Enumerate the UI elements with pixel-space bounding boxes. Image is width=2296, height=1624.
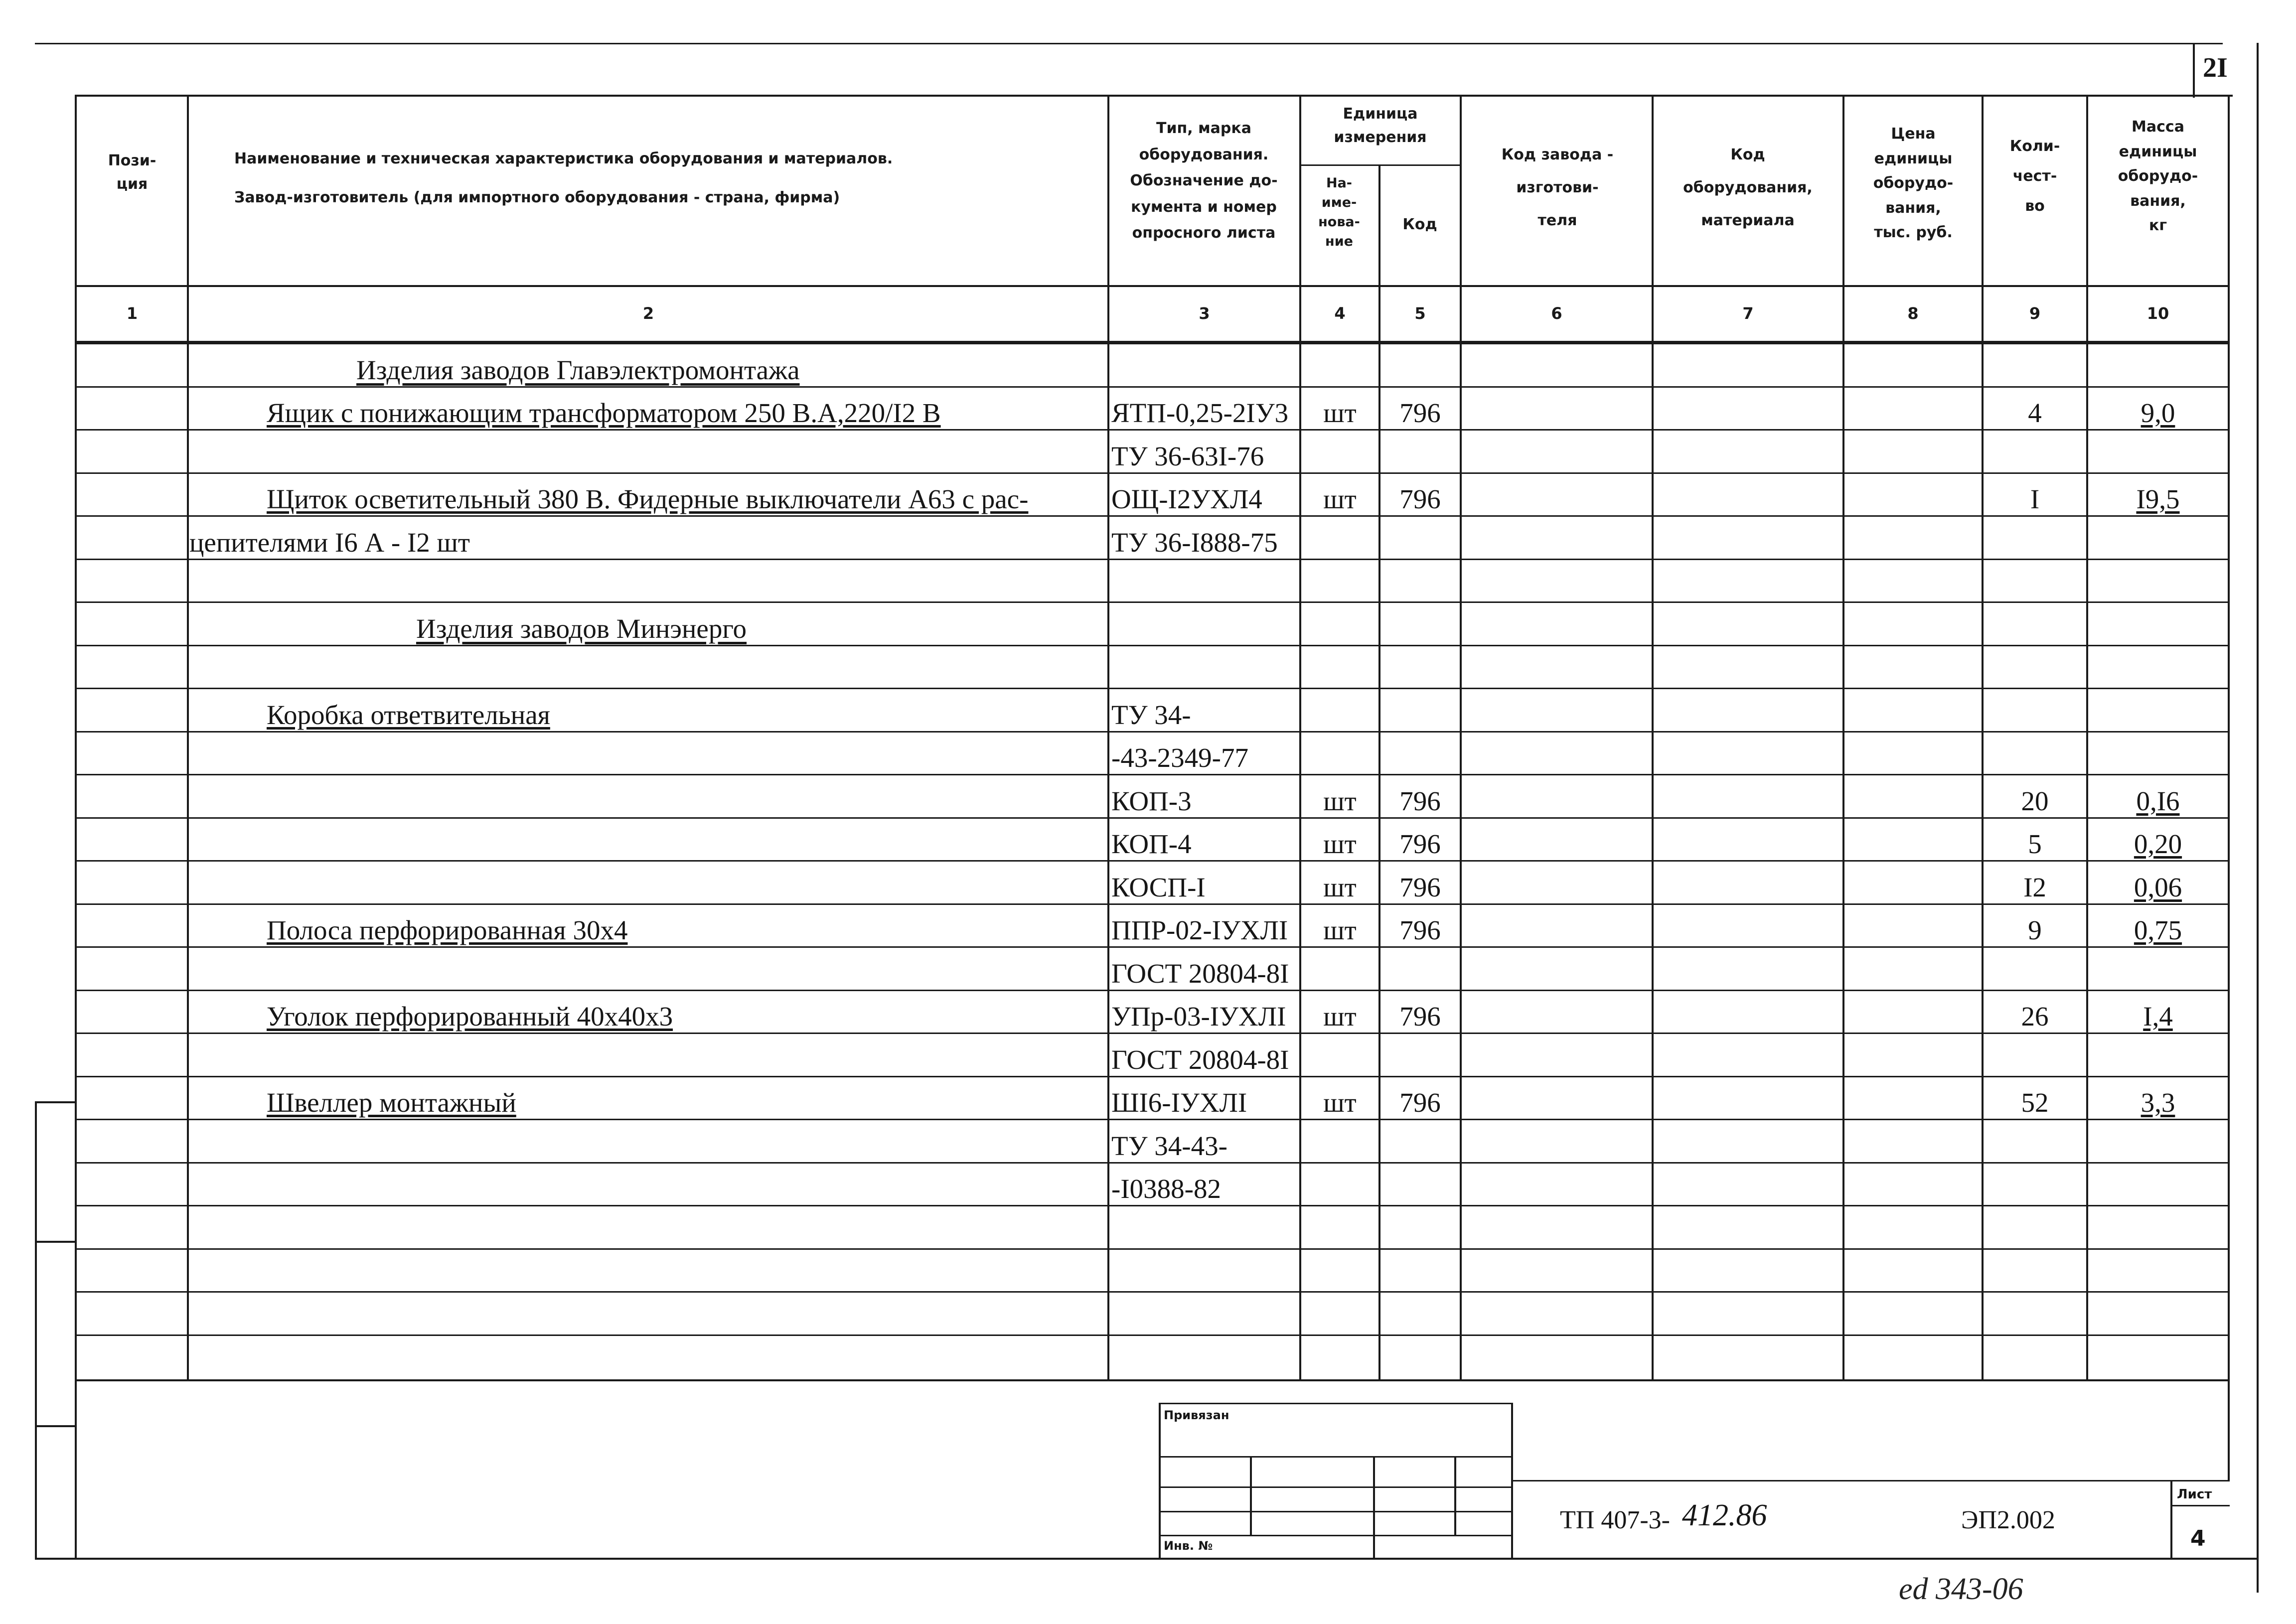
bottom-handwritten-note: ed 343-06 (1899, 1572, 2023, 1606)
header-mass: Масса единицы оборудо- вания, кг (2118, 118, 2198, 234)
item-type: -I0388-82 (1111, 1174, 1221, 1204)
header-type: Тип, марка оборудования. Обозначение до- кумента и номер опросного листа (1130, 120, 1278, 242)
item-name: Щиток осветительный 380 В. Фидерные выключатели А63 с рас- (267, 484, 1029, 514)
item-unit-code: 796 (1399, 1087, 1441, 1118)
item-type: КОП-3 (1111, 786, 1192, 816)
project-code: ТП 407-3- (1560, 1506, 1670, 1534)
item-mass: 0,06 (2134, 872, 2182, 902)
page-number: 2I (2203, 52, 2228, 83)
item-mass: I9,5 (2136, 484, 2180, 514)
header-price: Цена единицы оборудо- вания, тыс. руб. (1873, 125, 1954, 241)
header-unit-group: Единица измерения (1334, 105, 1427, 146)
item-type: ШI6-IУХЛI (1111, 1087, 1247, 1118)
item-mass: I,4 (2143, 1001, 2173, 1032)
item-name: Ящик с понижающим трансформатором 250 В.А,220/I2 В (267, 398, 941, 428)
item-unit: шт (1323, 1001, 1357, 1032)
column-number-1: 1 (126, 304, 138, 323)
stamp-inventory-label: Инв. № (1164, 1539, 1213, 1553)
item-unit: шт (1323, 1087, 1357, 1118)
item-unit: шт (1323, 786, 1357, 816)
item-type: УПр-03-IУХЛI (1111, 1001, 1286, 1032)
section-title: Изделия заводов Минэнерго (416, 613, 747, 644)
item-name: Полоса перфорированная 30х4 (267, 915, 628, 945)
item-quantity: I2 (2023, 872, 2046, 902)
header-unit-code: Код (1402, 216, 1437, 233)
header-quantity: Коли- чест- во (2009, 138, 2060, 215)
item-type: ТУ 34-43- (1111, 1131, 1227, 1161)
stamp-linked-label: Привязан (1164, 1408, 1229, 1422)
column-number-9: 9 (2029, 304, 2041, 323)
item-type: ППР-02-IУХЛI (1111, 915, 1288, 945)
item-unit: шт (1323, 484, 1357, 514)
column-number-8: 8 (1907, 304, 1919, 323)
item-quantity: I (2030, 484, 2040, 514)
sheet-number: 4 (2190, 1526, 2206, 1551)
item-unit: шт (1323, 872, 1357, 902)
item-name: Уголок перфорированный 40х40х3 (267, 1001, 673, 1032)
header-name: Наименование и техническая характеристика оборудования и материалов. Завод-изготовитель (для импортного оборудования - страна, фирма) (234, 150, 893, 206)
item-unit: шт (1323, 398, 1357, 428)
item-name: Швеллер монтажный (267, 1087, 516, 1118)
item-type: КОП-4 (1111, 829, 1192, 859)
project-code-handwritten: 412.86 (1682, 1498, 1767, 1532)
column-number-3: 3 (1199, 304, 1210, 323)
drawing-code: ЭП2.002 (1961, 1506, 2055, 1534)
item-mass: 0,75 (2134, 915, 2182, 945)
header-position: Пози- ция (108, 152, 156, 193)
column-number-2: 2 (642, 304, 654, 323)
section-title: Изделия заводов Главэлектромонтажа (356, 355, 800, 385)
item-unit-code: 796 (1399, 1001, 1441, 1032)
item-type: ТУ 36-I888-75 (1111, 527, 1278, 558)
item-type: ГОСТ 20804-8I (1111, 958, 1289, 989)
item-type: ЯТП-0,25-2IУ3 (1111, 398, 1289, 428)
column-number-4: 4 (1334, 304, 1346, 323)
item-unit-code: 796 (1399, 786, 1441, 816)
item-type: КОСП-I (1111, 872, 1206, 902)
item-unit-code: 796 (1399, 398, 1441, 428)
item-mass: 3,3 (2141, 1087, 2175, 1118)
item-quantity: 26 (2021, 1001, 2049, 1032)
column-number-5: 5 (1414, 304, 1426, 323)
item-mass: 0,20 (2134, 829, 2182, 859)
item-quantity: 5 (2028, 829, 2042, 859)
item-mass: 9,0 (2141, 398, 2175, 428)
item-unit: шт (1323, 829, 1357, 859)
item-type: ТУ 36-63I-76 (1111, 441, 1264, 471)
column-number-6: 6 (1551, 304, 1562, 323)
item-quantity: 4 (2028, 398, 2042, 428)
header-unit-name: На- име- нова- ние (1318, 175, 1360, 250)
item-unit-code: 796 (1399, 484, 1441, 514)
item-type: ГОСТ 20804-8I (1111, 1044, 1289, 1075)
column-number-7: 7 (1742, 304, 1754, 323)
column-number-10: 10 (2146, 304, 2169, 323)
item-unit-code: 796 (1399, 829, 1441, 859)
item-quantity: 20 (2021, 786, 2049, 816)
header-equipment-code: Код оборудования, материала (1683, 146, 1813, 229)
item-name: цепителями I6 А - I2 шт (189, 527, 470, 558)
item-quantity: 9 (2028, 915, 2042, 945)
item-quantity: 52 (2021, 1087, 2049, 1118)
item-type: -43-2349-77 (1111, 742, 1248, 773)
item-name: Коробка ответвительная (267, 700, 550, 730)
item-type: ТУ 34- (1111, 700, 1191, 730)
item-unit: шт (1323, 915, 1357, 945)
header-plant-code: Код завода - изготови- теля (1501, 146, 1614, 229)
sheet-label: Лист (2177, 1487, 2212, 1502)
item-mass: 0,I6 (2136, 786, 2180, 816)
item-unit-code: 796 (1399, 872, 1441, 902)
item-type: ОЩ-I2УХЛ4 (1111, 484, 1262, 514)
item-unit-code: 796 (1399, 915, 1441, 945)
